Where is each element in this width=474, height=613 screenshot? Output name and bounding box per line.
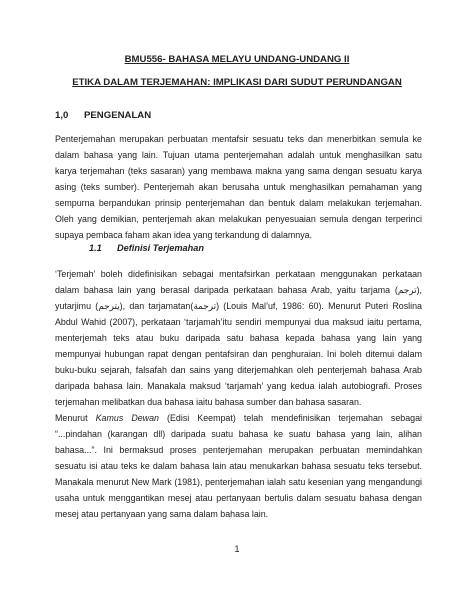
paragraph-definition-text-4: ) (Louis Mal’uf, 1986: 60). Menurut Puteri Roslina Abdul Wahid (2007), perkataan ‘tarjamah’itu sendiri mempunyai dua maksud iaitu pertama, menterjemah teks atau buku daripada satu bahasa kepada bahasa yang lain yang mempunyai hubungan rapat dengan pentafsiran dan penghuraian. Ini boleh ditemui dalam buku-buku sejarah, falsafah dan sains yang diterjemahkan oleh penterjemah bahasa Arab daripada bahasa lain. Manakala maksud ‘tarjamah’ yang kedua ialah autobiografi. Proses terjemahan melibatkan dua bahasa iaitu bahasa sumber dan bahasa sasaran. — [55, 301, 422, 407]
paragraph-intro: Penterjemahan merupakan perbuatan mentafsir sesuatu teks dan menerbitkan semula ke dalam bahasa yang lain. Tujuan utama penterjemahan adalah untuk menghasilkan satu karya terjemahan (teks sasaran) yang membawa makna yang sama dengan sesuatu karya asing (teks sumber). Penterjemah akan berusaha untuk menghasilkan pemahaman yang sempurna berpandukan prinsip penterjemahan dan bentuk dalam melakukan terjemahan. Oleh yang demikian, penterjemah akan melakukan penyesuaian semula dengan terperinci supaya pembaca faham akan idea yang terkandung di dalamnya. — [55, 134, 422, 240]
document-title-line2: ETIKA DALAM TERJEMAHAN: IMPLIKASI DARI SUDUT PERUNDANGAN — [72, 77, 402, 88]
page-number: 1 — [234, 544, 240, 554]
paragraph-kamus-dewan — [55, 410, 422, 522]
paragraph-definition-text-2: ), yutarjimu ( — [55, 285, 422, 311]
paragraph-definition-text-1: ‘Terjemah’ boleh didefinisikan sebagai mentafsirkan perkataan menggunakan perkataan dalam bahasa lain yang berasal daripada perkataan bahasa Arab, yaitu tarjama ( — [55, 269, 422, 295]
subsection-title: Definisi Terjemahan — [117, 243, 204, 253]
paragraph-definition-text-3: ), dan tarjamatan( — [119, 301, 194, 311]
section-heading — [55, 110, 151, 122]
paragraph-kamus-text-1: Menurut — [55, 413, 96, 423]
paragraph-kamus-text-2: (Edisi Keempat) telah mendefinisikan terjemahan sebagai “...pindahan (karangan dll) daripada suatu bahasa ke suatu bahasa yang lain, alihan bahasa...”. Ini bermaksud proses penterjemahan merupakan perbuatan memindahkan sesuatu isi atau teks ke dalam bahasa lain atau menukarkan bahasa sesuatu teks tersebut. Manakala menurut New Mark (1981), penterjemahan ialah satu kesenian yang mengandungi usaha untuk menggantikan mesej atau pertanyaan bertulis dalam sesuatu bahasa dengan mesej atau pertanyaan yang sama dalam bahasa lain. — [55, 413, 422, 519]
subsection-number: 1.1 — [89, 243, 102, 253]
paragraph-definition — [55, 266, 422, 410]
arabic-word-yutarjimu: يترجم — [98, 301, 120, 311]
subsection-heading — [89, 242, 204, 254]
kamus-dewan-title: Kamus Dewan — [95, 413, 159, 423]
document-title-line1: BMU556- BAHASA MELAYU UNDANG-UNDANG II — [124, 54, 350, 65]
arabic-word-tarjamatan: ترجمة — [193, 301, 217, 311]
arabic-word-tarjama: ترجم — [397, 285, 417, 295]
section-title: PENGENALAN — [84, 110, 152, 121]
section-number: 1,0 — [55, 110, 69, 121]
